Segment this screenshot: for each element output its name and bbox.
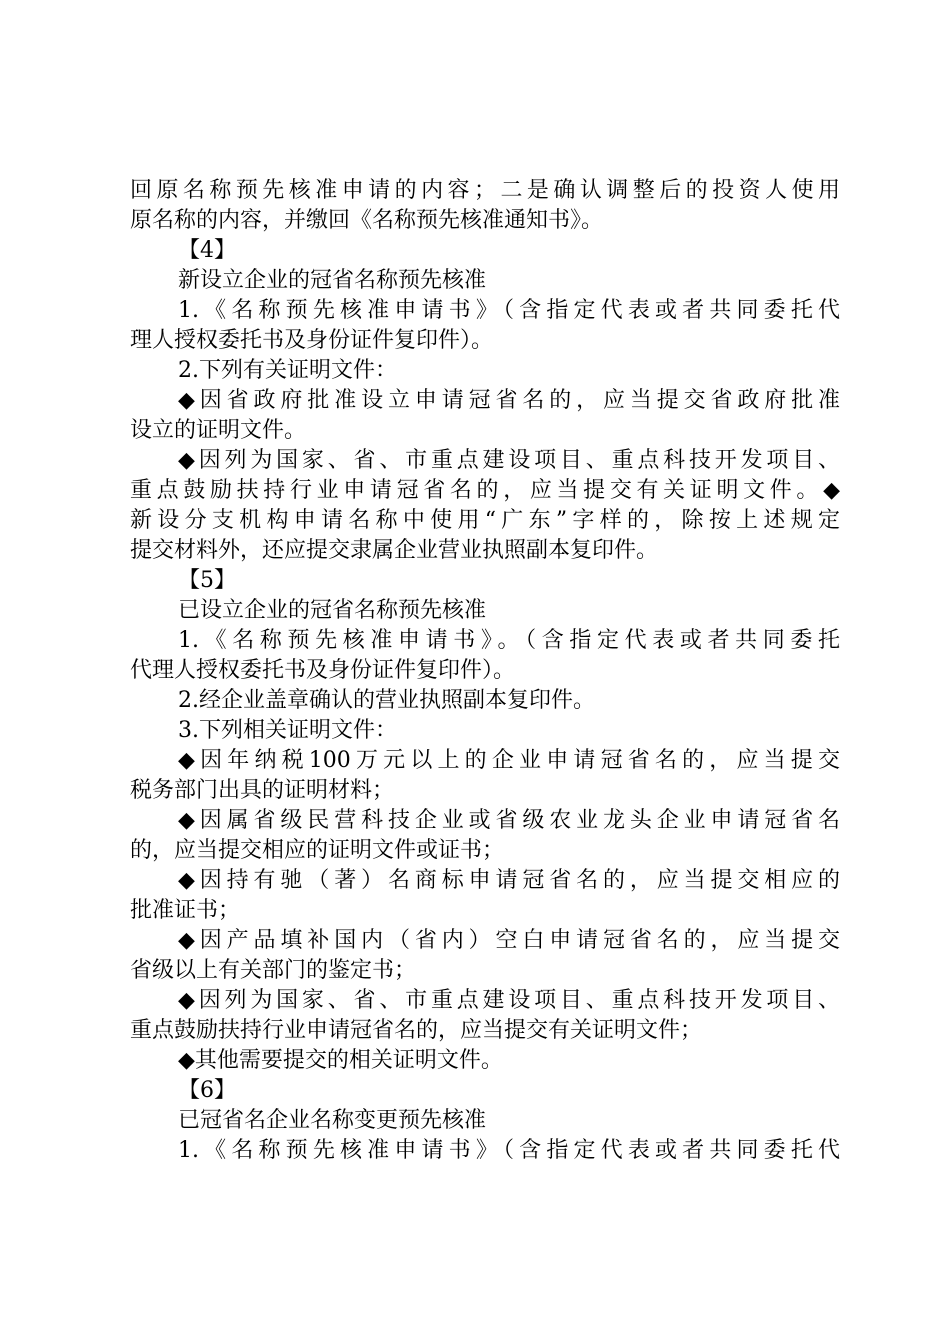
text-line: ◆因省政府批准设立申请冠省名的，应当提交省政府批准	[178, 388, 840, 413]
text-line: 新设分支机构申请名称中使用“广东”字样的，除按上述规定	[130, 508, 840, 533]
text-line: 批准证书；	[130, 898, 241, 923]
text-line: 的，应当提交相应的证明文件或证书；	[130, 838, 505, 863]
text-line: 税务部门出具的证明材料；	[130, 778, 395, 803]
text-line: 【5】	[178, 568, 236, 593]
text-line: 已冠省名企业名称变更预先核准	[178, 1108, 487, 1133]
text-line: 提交材料外，还应提交隶属企业营业执照副本复印件。	[130, 538, 659, 563]
text-line: 3.下列相关证明文件：	[178, 718, 397, 743]
text-line: 重点鼓励扶持行业申请冠省名的，应当提交有关证明文件；	[130, 1018, 703, 1043]
text-line: ◆因列为国家、省、市重点建设项目、重点科技开发项目、	[178, 988, 840, 1013]
text-line: 【6】	[178, 1078, 236, 1103]
text-line: 省级以上有关部门的鉴定书；	[130, 958, 417, 983]
top-margin	[130, 0, 840, 176]
text-line: 原名称的内容，并缴回《名称预先核准通知书》。	[130, 208, 604, 233]
text-line: 1.《名称预先核准申请书》（含指定代表或者共同委托代	[178, 1138, 840, 1163]
text-line: 1.《名称预先核准申请书》（含指定代表或者共同委托代	[178, 298, 840, 323]
text-line: 回原名称预先核准申请的内容；二是确认调整后的投资人使用	[130, 178, 840, 203]
text-line: 2.经企业盖章确认的营业执照副本复印件。	[178, 688, 595, 713]
text-line: 新设立企业的冠省名称预先核准	[178, 268, 487, 293]
text-line: ◆因列为国家、省、市重点建设项目、重点科技开发项目、	[178, 448, 840, 473]
text-line: 已设立企业的冠省名称预先核准	[178, 598, 487, 623]
text-line: 2.下列有关证明文件：	[178, 358, 397, 383]
text-line: 【4】	[178, 238, 236, 263]
text-line: ◆因年纳税100万元以上的企业申请冠省名的，应当提交	[178, 748, 840, 773]
document-page	[130, 0, 840, 1166]
text-line: 1.《名称预先核准申请书》。（含指定代表或者共同委托	[178, 628, 840, 653]
text-line: ◆因持有驰（著）名商标申请冠省名的，应当提交相应的	[178, 868, 840, 893]
document-body	[130, 176, 840, 1166]
text-line: 代理人授权委托书及身份证件复印件）。	[130, 658, 516, 683]
text-line: 理人授权委托书及身份证件复印件）。	[130, 328, 494, 353]
text-line: ◆其他需要提交的相关证明文件。	[178, 1048, 503, 1073]
text-line: ◆因产品填补国内（省内）空白申请冠省名的，应当提交	[178, 928, 840, 953]
text-line: 重点鼓励扶持行业申请冠省名的，应当提交有关证明文件。◆	[130, 478, 840, 503]
text-line: ◆因属省级民营科技企业或省级农业龙头企业申请冠省名	[178, 808, 840, 833]
text-line: 设立的证明文件。	[130, 418, 307, 443]
